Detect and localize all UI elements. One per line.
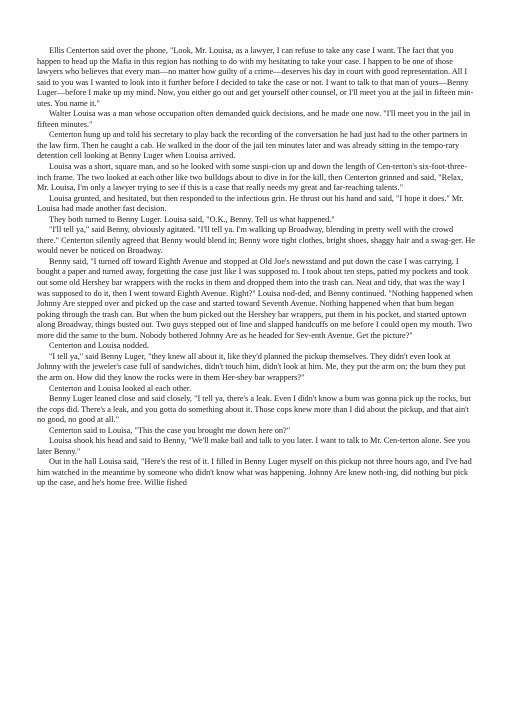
paragraph: Centerton hung up and told his secretary to play back the recording of the conversation he had just had to the other partners in the law firm. Then he caught a cab. He walked in the door of the jail ten minutes later and was already sitting in the tempo-rary detention cell looking at Benny Luger when Louisa arrived. (37, 130, 468, 161)
paragraph: They both turned to Benny Luger. Louisa said, "O.K., Benny. Tell us what happened." (49, 214, 335, 224)
paragraph: Benny Luger leaned close and said closely, "I tell ya, there's a leak. Even I didn't know a bum was gonna pick up the rocks, but the cops did. There's a leak, and you gotta do something about it. Those cops knew more than I did about the pickup, and that ain't no good, no good at all." (37, 394, 471, 425)
paragraph: Benny said, "I turned off toward Eighth Avenue and stopped at Old Joe's newsstand and put down the case I was carrying. I bought a paper and turned away, forgetting the case just like I was supposed to. I took about ten steps, patted my pockets and took out some old Hershey bar wrappers with the rocks in them and dropped them into the trash can. Neat and tidy, that was the way I was supposed to do it, then I went toward Eighth Avenue. Right?" Louisa nod-ded, and Benny continued. "Nothing happened when Johnny Are stepped over and picked up the case and started toward Seventh Avenue. Nothing happened when that bum began poking through the trash can. But when the bum picked out the Hershey bar wrappers, put them in his pocket, and started uptown along Broadway, things busted out. Two guys stepped out of line and slapped handcuffs on me before I could open my mouth. Two more did the same to the bum. Nobody bothered Johnny Are as he headed for Sev-enth Avenue. Get the picture?" (37, 256, 473, 340)
paragraph: Centerton and Louisa looked al each other. (49, 383, 192, 393)
paragraph: Centerton said to Louisa, "This the case you brought me down here on?" (49, 425, 291, 435)
paragraph: Louisa was a short, square man, and so he looked with some suspi-cion up and down the length of Cen-terton's six-foot-three-inch frame. The two looked at each other like two bulldogs about to dive in for the kill, then Centerton grinned and said, "Relax, Mr. Louisa, I'm only a lawyer trying to see if this is a case that really needs my great and far-reaching talents." (37, 162, 468, 193)
paragraph: "I tell ya," said Benny Luger, "they knew all about it, like they'd planned the pickup themselves. They didn't even look at Johnny with the jeweler's case full of sandwiches, didn't touch him, didn't look at him. Me, they put the arm on; the bum they put the arm on. How did they know the rocks were in them Her-shey bar wrappers?" (37, 351, 466, 382)
paragraph: Out in the hall Louisa said, "Here's the rest of it. I filled in Benny Luger myself on this pickup not three hours ago, and I've had him watched in the meantime by someone who didn't know what was happening. Johnny Are knew noth-ing, did nothing but pick up the case, and he's home free. Willie fished (37, 457, 472, 488)
paragraph: Centerton and Louisa nodded. (49, 341, 150, 351)
paragraph: Ellis Centerton said over the phone, "Look, Mr. Louisa, as a lawyer, I can refuse to take any case I want. The fact that you happen to head up the Mafia in this region has nothing to do with my hesitating to take your case. I happen to be one of those lawyers who believes that every man—no matter how guilty of a crime—deserves his day in court with good representation. All I said to you was I wanted to look into it further before I decided to take the case or not. I want to talk to that man of yours—Benny Luger—before I make up my mind. Now, you either go out and get yourself other counsel, or I'll meet you at the jail in fifteen min-utes. You name it." (37, 46, 474, 108)
paragraph: Louisa grunted, and hesitated, but then responded to the infectious grin. He thrust out his hand and said, "I hope it does." Mr. Louisa had made another fast decision. (37, 193, 464, 214)
paragraph: "I'll tell ya," said Benny, obviously agitated. "I'll tell ya. I'm walking up Broadway, blending in pretty well with the crowd there." Centerton silently agreed that Benny would blend in; Benny wore tight clothes, bright shoes, shaggy hair and a swag-ger. He would never be noticed on Broadway. (37, 225, 475, 256)
paragraph: Walter Louisa was a man whose occupation often demanded quick decisions, and he made one now. "I'll meet you in the jail in fifteen minutes." (37, 109, 471, 129)
story-text (37, 46, 475, 489)
paragraph: Louisa shook his head and said to Benny, "We'll make bail and talk to you later. I want to talk to Mr. Cen-terton alone. See you later Benny." (37, 436, 470, 456)
